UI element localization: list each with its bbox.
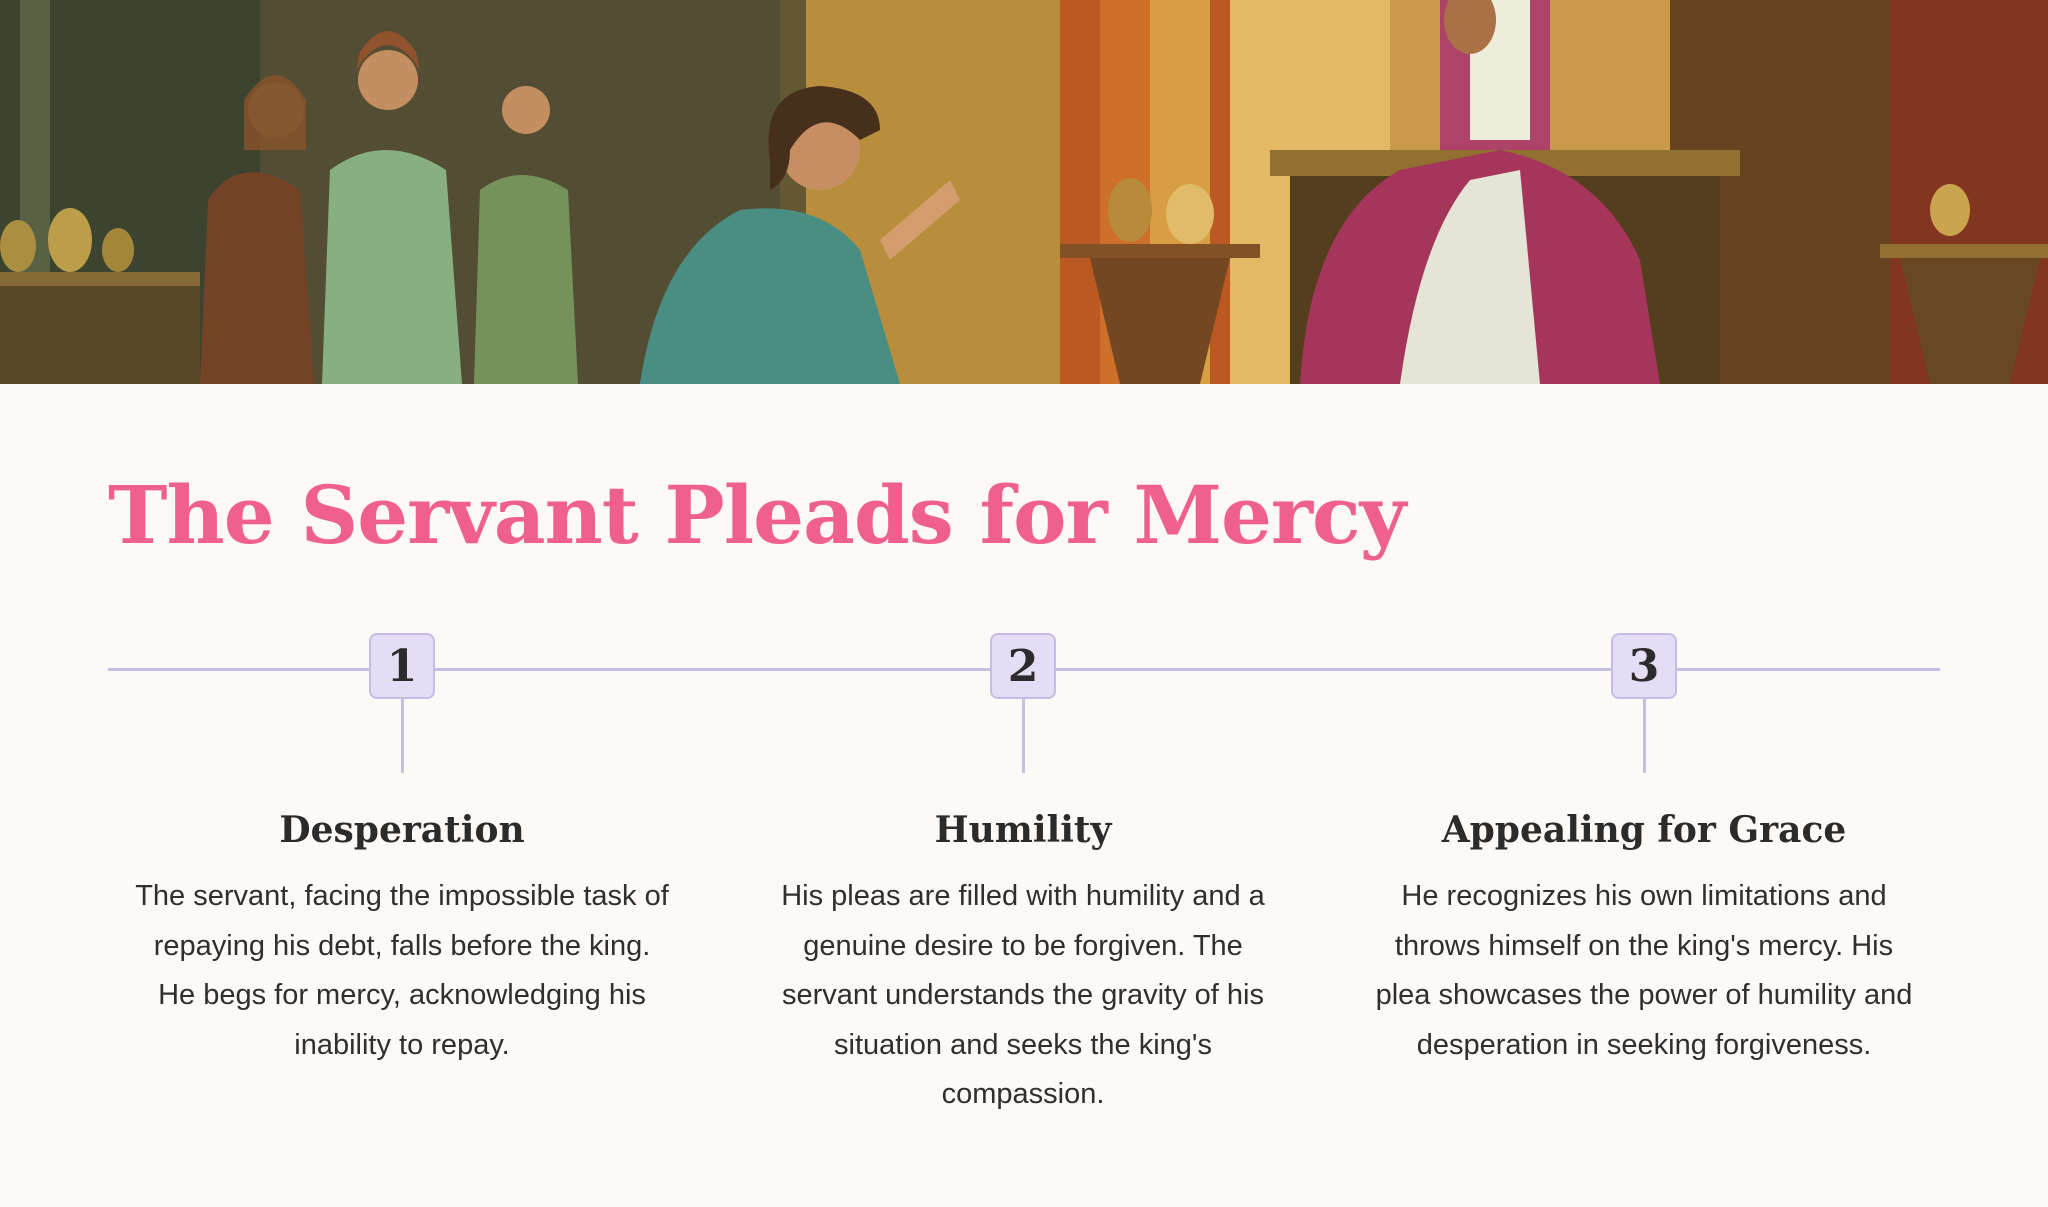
step-connector-3 xyxy=(1643,699,1646,773)
step-number-badge-3: 3 xyxy=(1611,633,1677,699)
step-description: He recognizes his own limitations and throws himself on the king's mercy. His plea showcases the power of humility and desperation in seeking forgiveness. xyxy=(1375,880,1913,1061)
step-heading: Desperation xyxy=(279,809,525,851)
step-description: The servant, facing the impossible task of repaying his debt, falls before the king. He begs for mercy, acknowledging his inability to repay. xyxy=(135,880,669,1061)
step-card-3 xyxy=(1364,800,1924,1070)
step-connector-1 xyxy=(401,699,404,773)
step-connector-2 xyxy=(1022,699,1025,773)
step-heading: Appealing for Grace xyxy=(1441,809,1847,851)
step-card-2 xyxy=(743,800,1303,1120)
step-description: His pleas are filled with humility and a genuine desire to be forgiven. The servant understands the gravity of his situation and seeks the king's compassion. xyxy=(781,880,1265,1111)
step-heading: Humility xyxy=(934,809,1112,851)
step-number-badge-1: 1 xyxy=(369,633,435,699)
step-number-badge-2: 2 xyxy=(990,633,1056,699)
page-title: The Servant Pleads for Mercy xyxy=(108,468,1406,562)
hero-illustration xyxy=(0,0,2048,384)
step-card-1 xyxy=(122,800,682,1070)
